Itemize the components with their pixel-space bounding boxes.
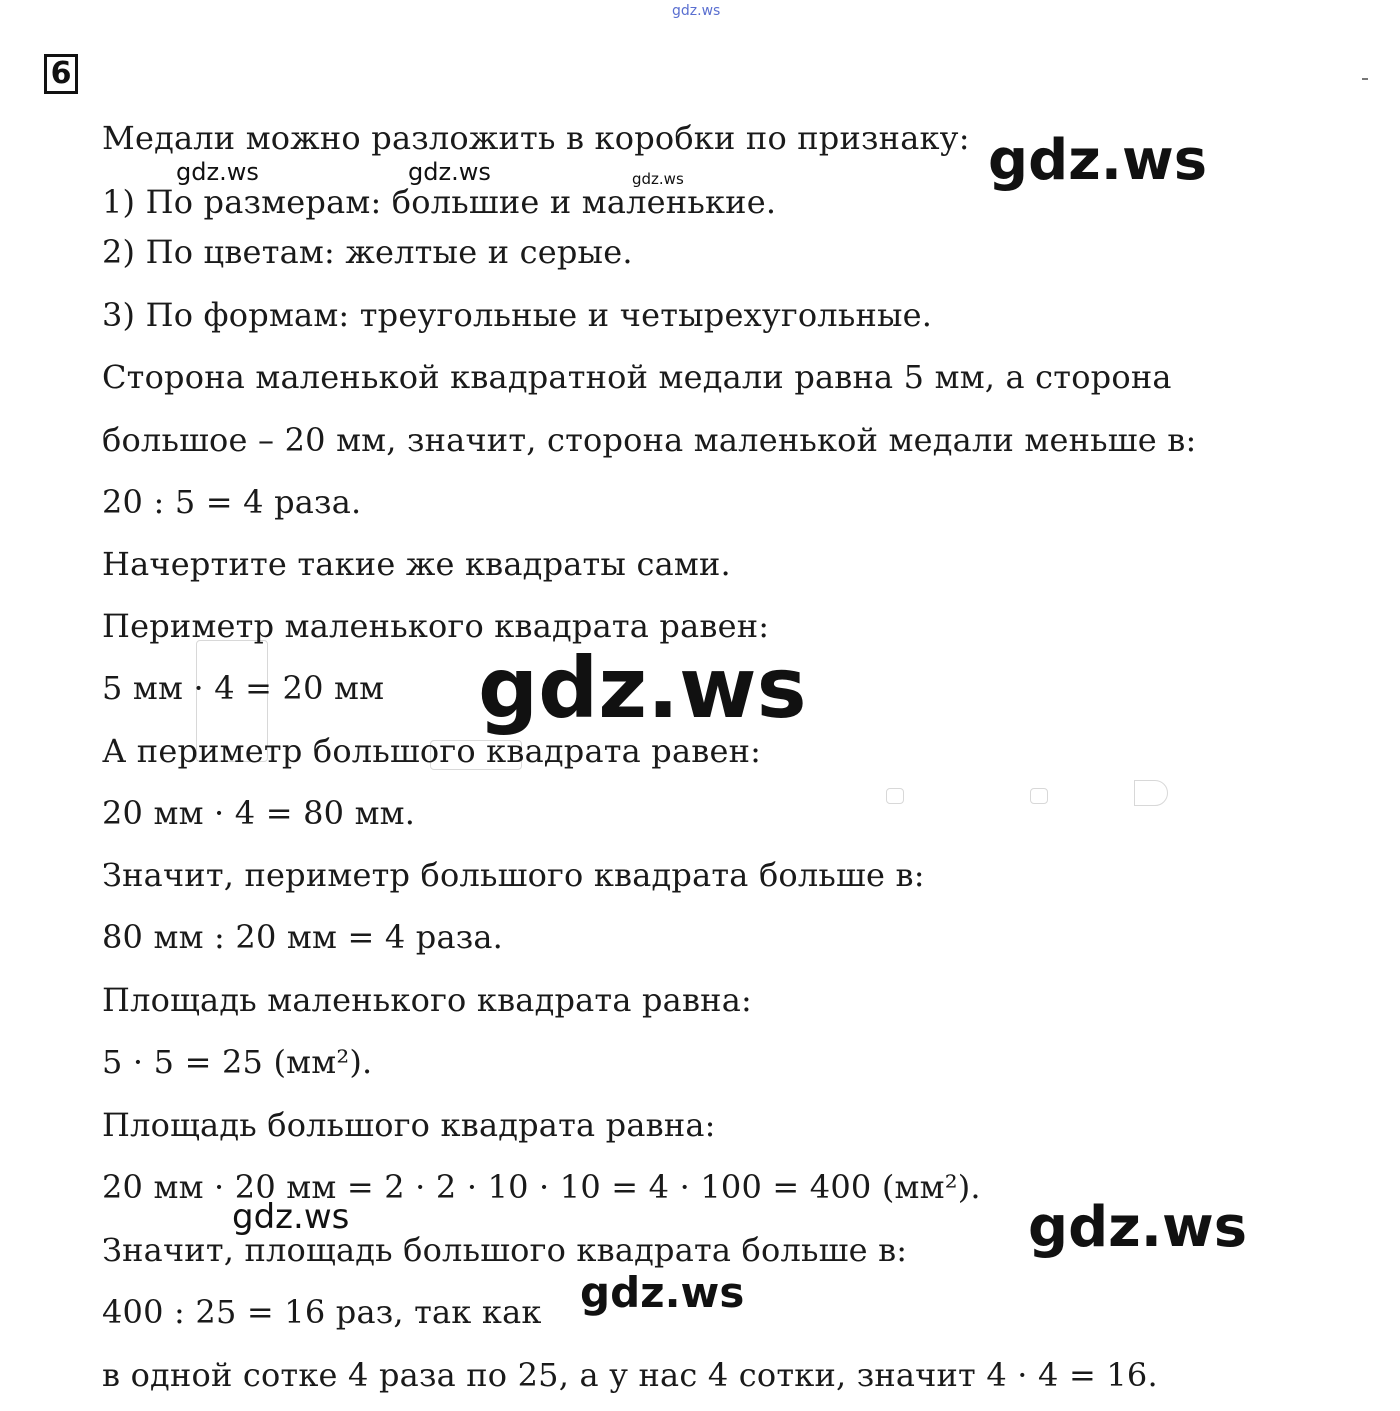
watermark: gdz.ws (478, 639, 807, 737)
text-line: 20 мм · 20 мм = 2 · 2 · 10 · 10 = 4 · 100 = 400 (мм²). (102, 1168, 981, 1206)
text-line: 400 : 25 = 16 раз, так как (102, 1293, 542, 1331)
watermark: gdz.ws (408, 158, 491, 186)
text-line: Медали можно разложить в коробки по признаку: (102, 119, 970, 157)
text-line: 3) По формам: треугольные и четырехугольные. (102, 296, 933, 334)
text-line: 80 мм : 20 мм = 4 раза. (102, 918, 504, 956)
ghost-shape (1030, 788, 1048, 804)
text-line: 20 : 5 = 4 раза. (102, 483, 362, 521)
text-line: Начертите такие же квадраты сами. (102, 545, 731, 583)
text-line: Периметр маленького квадрата равен: (102, 607, 770, 645)
margin-mark (1362, 78, 1368, 80)
text-line: Значит, площадь большого квадрата больше в: (102, 1231, 908, 1269)
watermark: gdz.ws (632, 170, 684, 188)
text-line: А периметр большого квадрата равен: (102, 732, 762, 770)
text-line: 5 мм · 4 = 20 мм (102, 669, 385, 707)
watermark: gdz.ws (580, 1268, 745, 1317)
watermark: gdz.ws (232, 1197, 350, 1237)
text-line: 1) По размерам: большие и маленькие. (102, 183, 777, 221)
watermark: gdz.ws (176, 158, 259, 186)
watermark: gdz.ws (988, 128, 1208, 193)
ghost-shape (1134, 780, 1168, 806)
watermark: gdz.ws (1028, 1195, 1248, 1260)
text-line: Значит, периметр большого квадрата больше в: (102, 856, 925, 894)
text-line: 2) По цветам: желтые и серые. (102, 233, 633, 271)
text-line: Площадь большого квадрата равна: (102, 1106, 716, 1144)
text-line: Сторона маленькой квадратной медали равна 5 мм, а сторона (102, 358, 1172, 396)
text-line: в одной сотке 4 раза по 25, а у нас 4 сотки, значит 4 · 4 = 16. (102, 1356, 1158, 1394)
text-line: 5 · 5 = 25 (мм²). (102, 1043, 373, 1081)
text-line: Площадь маленького квадрата равна: (102, 981, 752, 1019)
ghost-shape (886, 788, 904, 804)
text-line: 20 мм · 4 = 80 мм. (102, 794, 416, 832)
task-number-badge: 6 (44, 54, 78, 94)
watermark: gdz.ws (672, 3, 721, 19)
text-line: большое – 20 мм, значит, сторона маленькой медали меньше в: (102, 421, 1197, 459)
